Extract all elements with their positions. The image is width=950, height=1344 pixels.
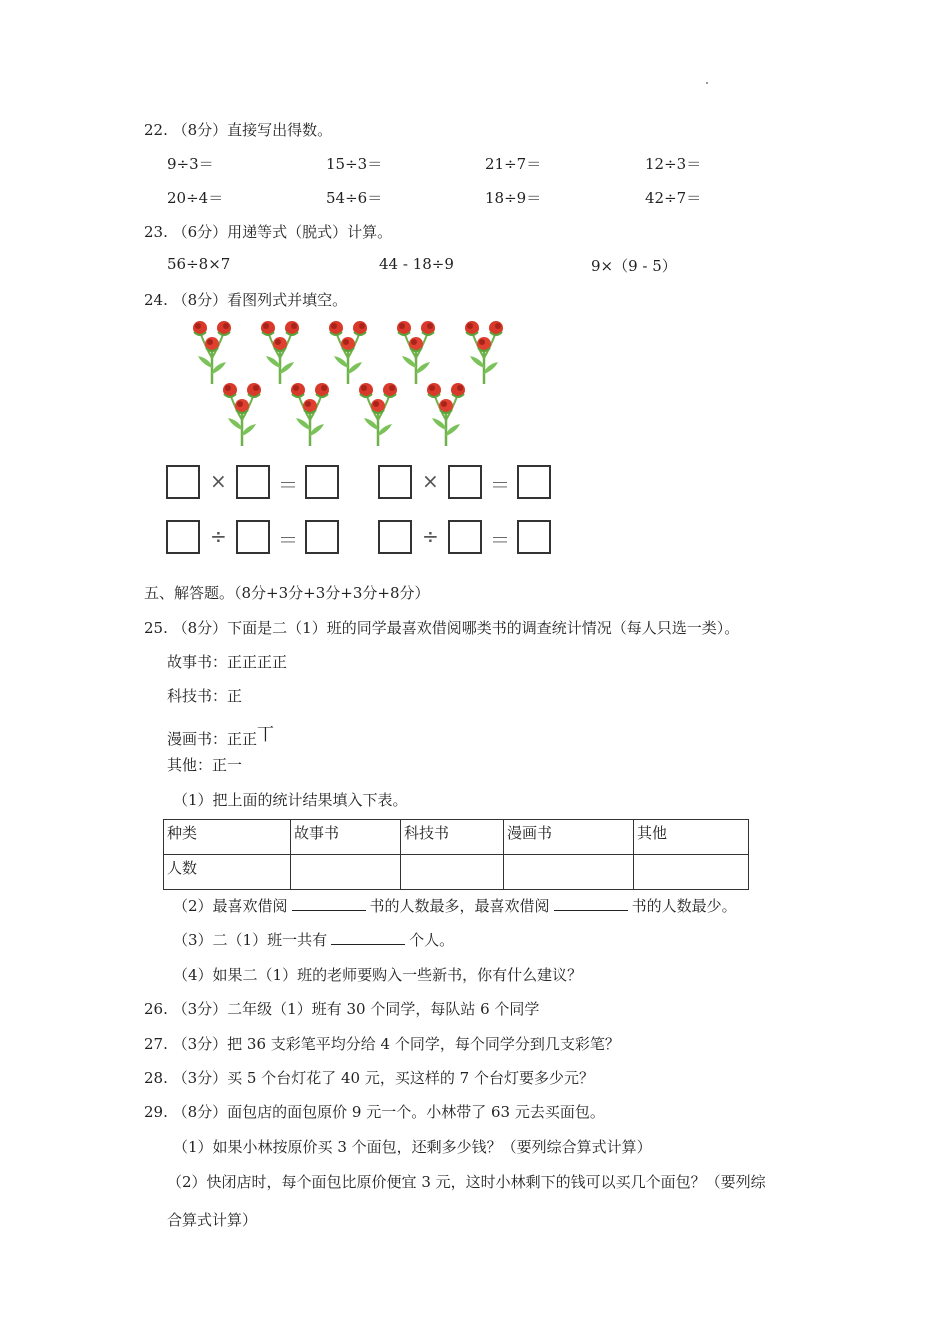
flower-icon <box>460 318 508 386</box>
q29-title: 29. （8分）面包店的面包原价 9 元一个。小林带了 63 元去买面包。 <box>144 1103 605 1121</box>
answer-box[interactable] <box>166 465 200 499</box>
flower-icon <box>422 380 470 448</box>
q25-part2 <box>173 895 737 916</box>
table-header-cell: 其他 <box>634 820 749 855</box>
divide-sign: ÷ <box>210 524 227 548</box>
times-sign: × <box>210 469 227 493</box>
flower-icon <box>188 318 236 386</box>
q23-title: 23. （6分）用递等式（脱式）计算。 <box>144 223 393 241</box>
flower-icon <box>354 380 402 448</box>
tally-row <box>167 754 242 775</box>
q28-title: 28. （3分）买 5 个台灯花了 40 元，买这样的 7 个台灯要多少元？ <box>144 1069 594 1087</box>
tally-partial-mark: 丅 <box>257 725 275 745</box>
q29-part2: （2）快闭店时，每个面包比原价便宜 3 元，这时小林剩下的钱可以买几个面包？（要列综 <box>167 1173 766 1191</box>
q25-part3-text: （3）二（1）班一共有 <box>173 931 328 949</box>
q23-item: 9×（9 - 5） <box>591 257 677 275</box>
q25-part3-text: 个人。 <box>409 931 455 949</box>
answer-box[interactable] <box>236 465 270 499</box>
answer-blank[interactable] <box>292 896 366 911</box>
q23-item: 56÷8×7 <box>167 255 231 273</box>
stat-table <box>163 819 749 890</box>
q22-item: 54÷6＝ <box>326 189 383 207</box>
answer-box[interactable] <box>448 465 482 499</box>
answer-box[interactable] <box>517 520 551 554</box>
divide-sign: ÷ <box>422 524 439 548</box>
q23-item: 44 - 18÷9 <box>379 255 454 273</box>
answer-box[interactable] <box>236 520 270 554</box>
table-header-cell: 科技书 <box>401 820 504 855</box>
q22-item: 12÷3＝ <box>645 155 702 173</box>
flower-icon <box>256 318 304 386</box>
q22-item: 20÷4＝ <box>167 189 224 207</box>
q25-part2-text: （2）最喜欢借阅 <box>173 897 288 915</box>
tally-label: 故事书： <box>167 653 228 671</box>
q25-part1: （1）把上面的统计结果填入下表。 <box>173 791 408 809</box>
table-row <box>164 855 749 890</box>
table-answer-cell[interactable] <box>504 855 634 890</box>
q29-part2: 合算式计算） <box>167 1211 258 1229</box>
q25-part2-text: 书的人数最少。 <box>631 897 737 915</box>
tally-row <box>167 720 274 749</box>
q25-part2-text: 书的人数最多，最喜欢借阅 <box>369 897 550 915</box>
table-row-label: 人数 <box>164 855 291 890</box>
flower-icon <box>392 318 440 386</box>
answer-box[interactable] <box>517 465 551 499</box>
answer-blank[interactable] <box>554 896 628 911</box>
q25-title: 25. （8分）下面是二（1）班的同学最喜欢借阅哪类书的调查统计情况（每人只选一类）。 <box>144 619 740 637</box>
q29-part1: （1）如果小林按原价买 3 个面包，还剩多少钱？（要列综合算式计算） <box>173 1138 652 1156</box>
flower-icon <box>286 380 334 448</box>
tally-label: 其他： <box>167 756 213 774</box>
q22-item: 9÷3＝ <box>167 155 214 173</box>
q22-title: 22. （8分）直接写出得数。 <box>144 121 333 139</box>
answer-box[interactable] <box>166 520 200 554</box>
tally-row <box>167 685 242 706</box>
table-header-cell: 故事书 <box>291 820 401 855</box>
table-answer-cell[interactable] <box>401 855 504 890</box>
q22-item: 15÷3＝ <box>326 155 383 173</box>
answer-box[interactable] <box>378 465 412 499</box>
q25-part4: （4）如果二（1）班的老师要购入一些新书，你有什么建议？ <box>173 966 583 984</box>
equals-sign: ＝ <box>278 473 298 497</box>
table-answer-cell[interactable] <box>634 855 749 890</box>
table-header-cell: 种类 <box>164 820 291 855</box>
answer-box[interactable] <box>378 520 412 554</box>
table-row <box>164 820 749 855</box>
tally-marks: 正 <box>227 687 243 705</box>
speck <box>706 82 708 84</box>
table-answer-cell[interactable] <box>291 855 401 890</box>
answer-box[interactable] <box>305 520 339 554</box>
q22-item: 18÷9＝ <box>485 189 542 207</box>
equals-sign: ＝ <box>490 528 510 552</box>
q25-part3 <box>173 929 454 950</box>
tally-label: 科技书： <box>167 687 228 705</box>
answer-box[interactable] <box>305 465 339 499</box>
flower-icon <box>324 318 372 386</box>
q24-title: 24. （8分）看图列式并填空。 <box>144 291 348 309</box>
q27-title: 27. （3分）把 36 支彩笔平均分给 4 个同学，每个同学分到几支彩笔？ <box>144 1035 620 1053</box>
tally-marks: 正正正正 <box>227 653 288 671</box>
equals-sign: ＝ <box>490 473 510 497</box>
answer-box[interactable] <box>448 520 482 554</box>
flower-icon <box>218 380 266 448</box>
equals-sign: ＝ <box>278 528 298 552</box>
q22-item: 42÷7＝ <box>645 189 702 207</box>
times-sign: × <box>422 469 439 493</box>
table-header-cell: 漫画书 <box>504 820 634 855</box>
q22-item: 21÷7＝ <box>485 155 542 173</box>
tally-label: 漫画书： <box>167 730 228 748</box>
tally-row <box>167 651 287 672</box>
tally-marks: 正一 <box>212 756 243 774</box>
tally-marks: 正正 <box>227 730 258 748</box>
answer-blank[interactable] <box>331 930 405 945</box>
q26-title: 26. （3分）二年级（1）班有 30 个同学，每队站 6 个同学 <box>144 1000 540 1018</box>
section-title: 五、解答题。（8分+3分+3分+3分+8分） <box>144 584 430 602</box>
